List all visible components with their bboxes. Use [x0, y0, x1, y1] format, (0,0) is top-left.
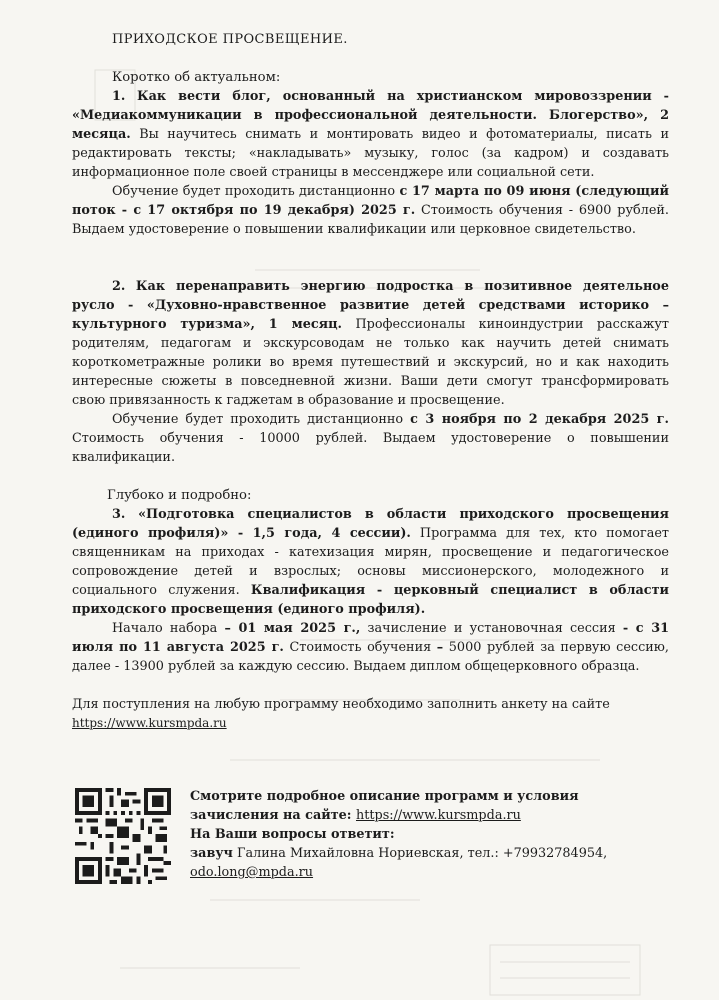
- program-3-start-date: – 01 мая 2025 г.,: [224, 621, 361, 636]
- program-1-number: 1.: [112, 89, 126, 104]
- program-2-schedule-lead: Обучение будет проходить дистанционно: [112, 412, 411, 427]
- contacts-block: [190, 787, 670, 882]
- section-heading-deep: Глубоко и подробно:: [107, 488, 252, 503]
- contacts-email-link[interactable]: odo.long@mpda.ru: [190, 865, 314, 880]
- program-1-description: [72, 87, 669, 182]
- program-1-dates: с 17 марта по 09 июня (следующий поток - с 17 октября по 19 декабря) 2025 г.: [72, 184, 669, 218]
- program-3-session-dates: - с 31 июля по 11 августа 2025 г.: [72, 621, 669, 655]
- program-3-title: «Подготовка специалистов в области приходского просвещения (единого профиля)» - 1,5 года, 4 сессии).: [72, 507, 669, 541]
- qr-code-icon: [75, 788, 171, 884]
- contacts-email-line: [190, 863, 670, 882]
- document-body: [72, 30, 669, 733]
- program-2-description: [72, 277, 669, 410]
- contacts-role: завуч: [190, 846, 233, 861]
- program-2-price: Стоимость обучения - 10000 рублей. Выдаем удостоверение о повышении квалификации.: [72, 431, 669, 465]
- program-1-schedule-lead: Обучение будет проходить дистанционно: [112, 184, 400, 199]
- program-1-schedule: [72, 182, 669, 239]
- footer-website-link[interactable]: https://www.kursmpda.ru: [72, 716, 227, 730]
- program-3-qualification: Квалификация - церковный специалист в области приходского просвещения (единого профиля).: [72, 583, 669, 617]
- contacts-site-text: Смотрите подробное описание программ и условия зачисления на сайте:: [190, 789, 579, 823]
- footer-text: Для поступления на любую программу необходимо заполнить анкету на сайте: [72, 697, 610, 712]
- program-2-text: Профессионалы киноиндустрии расскажут родителям, педагогам и экскурсоводам не только как научить детей снимать короткометражные ролики во время путешествий и экскурсий, но и как находить интересные сюжеты в повседневной жизни. Ваши дети смогут трансформировать свою привязанность к гаджетам в образование и просвещение.: [72, 317, 670, 408]
- footer-note: [72, 695, 669, 733]
- program-3-schedule: [72, 619, 669, 676]
- program-3-number: 3.: [112, 507, 126, 522]
- contacts-question-text: На Ваши вопросы ответит:: [190, 827, 395, 842]
- program-3-text: Программа для тех, кто помогает священникам на приходах - катехизация мирян, просвещение и педагогическое сопровождение детей и взрослых; основы миссионерского, молодежного и социального служения.: [72, 526, 670, 598]
- program-3-session-lead: зачисление и установочная сессия: [360, 621, 623, 636]
- contacts-person: Галина Михайловна Нориевская, тел.: +79932784954,: [232, 846, 608, 861]
- program-3-price: 5000 рублей за первую сессию, далее - 13900 рублей за каждую сессию. Выдаем диплом общецерковного образца.: [72, 640, 669, 674]
- section-heading-short: Коротко об актуальном:: [112, 70, 281, 85]
- program-1-title: Как вести блог, основанный на христианском мировоззрении - «Медиакоммуникации в профессиональной деятельности. Блогерство», 2 месяца.: [72, 89, 669, 142]
- program-1-text: Вы научитесь снимать и монтировать видео и фотоматериалы, писать и редактировать тексты; «накладывать» музыку, голос (за кадром) и создавать информационное поле своей страницы в мессенджере или социальной сети.: [72, 127, 669, 180]
- program-2-title: Как перенаправить энергию подростка в позитивное деятельное русло - «Духовно-нравственное развитие детей средствами историко – культурного туризма», 1 месяц.: [72, 279, 669, 332]
- contacts-person-line: [190, 844, 670, 863]
- program-3-start-lead: Начало набора: [112, 621, 225, 636]
- contacts-question-line: [190, 825, 670, 844]
- program-3-price-lead: Стоимость обучения: [283, 640, 437, 655]
- program-1-price: Стоимость обучения - 6900 рублей. Выдаем удостоверение о повышении квалификации или церковное свидетельство.: [72, 203, 669, 237]
- contacts-site-line: [190, 787, 670, 825]
- page-title: ПРИХОДСКОЕ ПРОСВЕЩЕНИЕ.: [112, 32, 348, 47]
- qr-code-graphic: [75, 788, 171, 884]
- program-3-dash: –: [436, 640, 444, 655]
- program-2-dates: с 3 ноября по 2 декабря 2025 г.: [410, 412, 669, 427]
- program-3-description: [72, 505, 669, 619]
- program-2-number: 2.: [112, 279, 126, 294]
- contacts-website-link[interactable]: https://www.kursmpda.ru: [355, 808, 521, 823]
- program-2-schedule: [72, 410, 669, 467]
